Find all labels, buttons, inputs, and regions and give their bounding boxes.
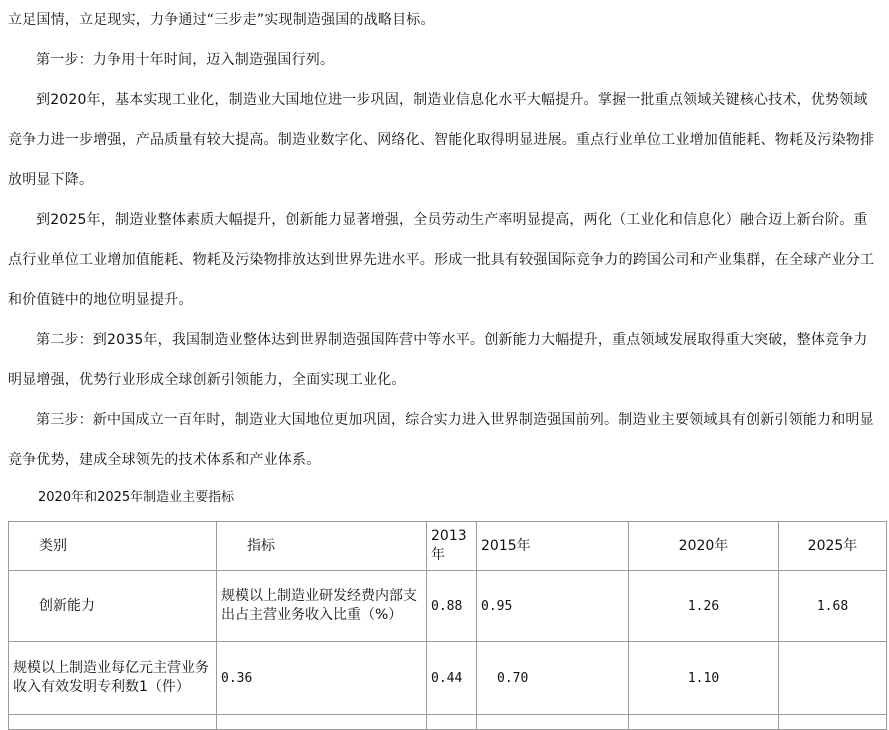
- indicators-table: [8, 521, 887, 730]
- intro-paragraph: 立足国情，立足现实，力争通过“三步走”实现制造强国的战略目标。: [8, 12, 435, 28]
- cell-2013: 0.36: [217, 642, 427, 715]
- cell-empty: [629, 715, 779, 730]
- header-indicator: 指标: [217, 522, 427, 571]
- cell-2015: 0.44: [427, 642, 477, 715]
- cell-2025: 1.68: [779, 571, 887, 642]
- header-2015: 2015年: [477, 522, 629, 571]
- cell-2020: 0.70: [477, 642, 629, 715]
- header-2013: 2013年: [427, 522, 477, 571]
- cell-empty: [9, 715, 217, 730]
- step-one-paragraph: 第一步：力争用十年时间，迈入制造强国行列。: [36, 52, 335, 68]
- cell-indicator: 规模以上制造业每亿元主营业务收入有效发明专利数1（件）: [9, 642, 217, 715]
- table-row: [9, 642, 887, 715]
- header-category: 类别: [9, 522, 217, 571]
- cell-2025: 1.10: [629, 642, 779, 715]
- goal-2020-paragraph: 到2020年，基本实现工业化，制造业大国地位进一步巩固，制造业信息化水平大幅提升。掌握一批重点领域关键核心技术，优势领域竞争力进一步增强，产品质量有较大提高。制造业数字化、网络化、智能化取得明显进展。重点行业单位工业增加值能耗、物耗及污染物排放明显下降。: [8, 92, 875, 188]
- table-row: [9, 571, 887, 642]
- cell-empty: [779, 642, 887, 715]
- cell-empty: [477, 715, 629, 730]
- step-three-paragraph: 第三步：新中国成立一百年时，制造业大国地位更加巩固，综合实力进入世界制造强国前列。制造业主要领域具有创新引领能力和明显竞争优势，建成全球领先的技术体系和产业体系。: [8, 412, 874, 468]
- cell-empty: [427, 715, 477, 730]
- goal-2025-paragraph: 到2025年，制造业整体素质大幅提升，创新能力显著增强，全员劳动生产率明显提高，两化（工业化和信息化）融合迈上新台阶。重点行业单位工业增加值能耗、物耗及污染物排放达到世界先进水平。形成一批具有较强国际竞争力的跨国公司和产业集群，在全球产业分工和价值链中的地位明显提升。: [8, 212, 875, 308]
- cell-2015: 0.95: [477, 571, 629, 642]
- cell-category: 创新能力: [9, 571, 217, 642]
- cell-empty: [217, 715, 427, 730]
- step-two-paragraph: 第二步：到2035年，我国制造业整体达到世界制造强国阵营中等水平。创新能力大幅提升，重点领域发展取得重大突破，整体竞争力明显增强，优势行业形成全球创新引领能力，全面实现工业化。: [8, 332, 868, 388]
- cell-empty: [779, 715, 887, 730]
- table-caption: 2020年和2025年制造业主要指标: [38, 490, 235, 505]
- table-row: [9, 715, 887, 730]
- cell-2013: 0.88: [427, 571, 477, 642]
- header-2025: 2025年: [779, 522, 887, 571]
- table-header-row: [9, 522, 887, 571]
- cell-2020: 1.26: [629, 571, 779, 642]
- cell-indicator: 规模以上制造业研发经费内部支出占主营业务收入比重（%）: [217, 571, 427, 642]
- header-2020: 2020年: [629, 522, 779, 571]
